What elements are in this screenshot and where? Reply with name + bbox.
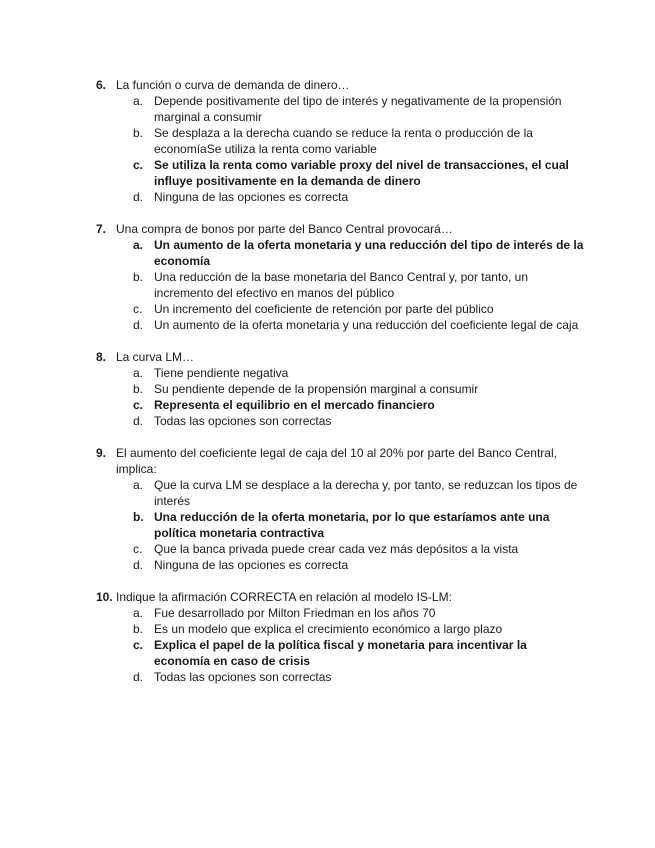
- option-text: Es un modelo que explica el crecimiento económico a largo plazo: [154, 622, 503, 636]
- option-list: [96, 93, 586, 205]
- option-a: [96, 93, 586, 125]
- option-text: Depende positivamente del tipo de interés y negativamente de la propensión marginal a consumir: [154, 94, 562, 124]
- option-b-correct: [96, 509, 586, 541]
- option-text: Se desplaza a la derecha cuando se reduce la renta o producción de la economíaSe utiliza la renta como variable: [154, 126, 533, 156]
- option-text: Un incremento del coeficiente de retención por parte del público: [154, 302, 494, 316]
- question-10: [96, 589, 586, 685]
- option-text: Una reducción de la base monetaria del Banco Central y, por tanto, un incremento del efectivo en manos del público: [154, 270, 529, 300]
- question-text: La función o curva de demanda de dinero…: [116, 78, 350, 92]
- option-c-correct: [96, 397, 586, 413]
- option-letter: b.: [133, 510, 144, 524]
- option-d: [96, 317, 586, 333]
- option-letter: d.: [133, 558, 144, 572]
- option-letter: b.: [133, 126, 144, 140]
- option-letter: b.: [133, 622, 144, 636]
- option-letter: c.: [133, 638, 144, 652]
- question-6: [96, 77, 586, 205]
- option-letter: c.: [133, 398, 144, 412]
- option-letter: a.: [133, 94, 144, 108]
- option-letter: d.: [133, 318, 144, 332]
- question-list: [96, 77, 586, 701]
- option-a: [96, 477, 586, 509]
- option-a: [96, 605, 586, 621]
- question-text: Indique la afirmación CORRECTA en relación al modelo IS-LM:: [116, 590, 452, 604]
- option-text: Tiene pendiente negativa: [154, 366, 289, 380]
- option-text: Una reducción de la oferta monetaria, por lo que estaríamos ante una política monetaria contractiva: [154, 510, 550, 540]
- question-number: 9.: [96, 446, 107, 460]
- option-c-correct: [96, 157, 586, 189]
- option-list: [96, 605, 586, 685]
- option-text: Ninguna de las opciones es correcta: [154, 190, 349, 204]
- question-number: 10.: [96, 590, 113, 604]
- option-list: [96, 477, 586, 573]
- option-c-correct: [96, 637, 586, 669]
- option-letter: a.: [133, 478, 144, 492]
- option-b: [96, 125, 586, 157]
- option-d: [96, 413, 586, 429]
- question-7: [96, 221, 586, 333]
- option-letter: d.: [133, 414, 144, 428]
- option-text: Todas las opciones son correctas: [154, 670, 332, 684]
- option-text: Un aumento de la oferta monetaria y una reducción del coeficiente legal de caja: [154, 318, 579, 332]
- option-d: [96, 557, 586, 573]
- option-list: [96, 237, 586, 333]
- option-a-correct: [96, 237, 586, 269]
- option-b: [96, 381, 586, 397]
- question-text: Una compra de bonos por parte del Banco Central provocará…: [116, 222, 453, 236]
- option-list: [96, 365, 586, 429]
- option-d: [96, 669, 586, 685]
- option-text: Que la banca privada puede crear cada vez más depósitos a la vista: [154, 542, 519, 556]
- question-number: 7.: [96, 222, 107, 236]
- option-letter: c.: [133, 158, 144, 172]
- option-a: [96, 365, 586, 381]
- option-letter: a.: [133, 366, 144, 380]
- question-text: La curva LM…: [116, 350, 195, 364]
- option-letter: b.: [133, 270, 144, 284]
- option-letter: a.: [133, 238, 144, 252]
- option-text: Que la curva LM se desplace a la derecha y, por tanto, se reduzcan los tipos de interés: [154, 478, 578, 508]
- option-text: Se utiliza la renta como variable proxy del nivel de transacciones, el cual influye positivamente en la demanda de dinero: [154, 158, 569, 188]
- option-b: [96, 621, 586, 637]
- option-c: [96, 301, 586, 317]
- option-letter: a.: [133, 606, 144, 620]
- option-b: [96, 269, 586, 301]
- option-letter: d.: [133, 190, 144, 204]
- option-text: Todas las opciones son correctas: [154, 414, 332, 428]
- option-text: Ninguna de las opciones es correcta: [154, 558, 349, 572]
- option-text: Representa el equilibrio en el mercado financiero: [154, 398, 435, 412]
- question-number: 6.: [96, 78, 107, 92]
- option-d: [96, 189, 586, 205]
- option-c: [96, 541, 586, 557]
- question-8: [96, 349, 586, 429]
- option-letter: b.: [133, 382, 144, 396]
- option-letter: d.: [133, 670, 144, 684]
- option-letter: c.: [133, 542, 143, 556]
- option-letter: c.: [133, 302, 143, 316]
- option-text: Fue desarrollado por Milton Friedman en los años 70: [154, 606, 436, 620]
- option-text: Explica el papel de la política fiscal y monetaria para incentivar la economía en caso de crisis: [154, 638, 527, 668]
- question-number: 8.: [96, 350, 107, 364]
- question-9: [96, 445, 586, 573]
- option-text: Su pendiente depende de la propensión marginal a consumir: [154, 382, 479, 396]
- option-text: Un aumento de la oferta monetaria y una reducción del tipo de interés de la economía: [154, 238, 584, 268]
- question-text: El aumento del coeficiente legal de caja del 10 al 20% por parte del Banco Central, implica:: [116, 446, 557, 476]
